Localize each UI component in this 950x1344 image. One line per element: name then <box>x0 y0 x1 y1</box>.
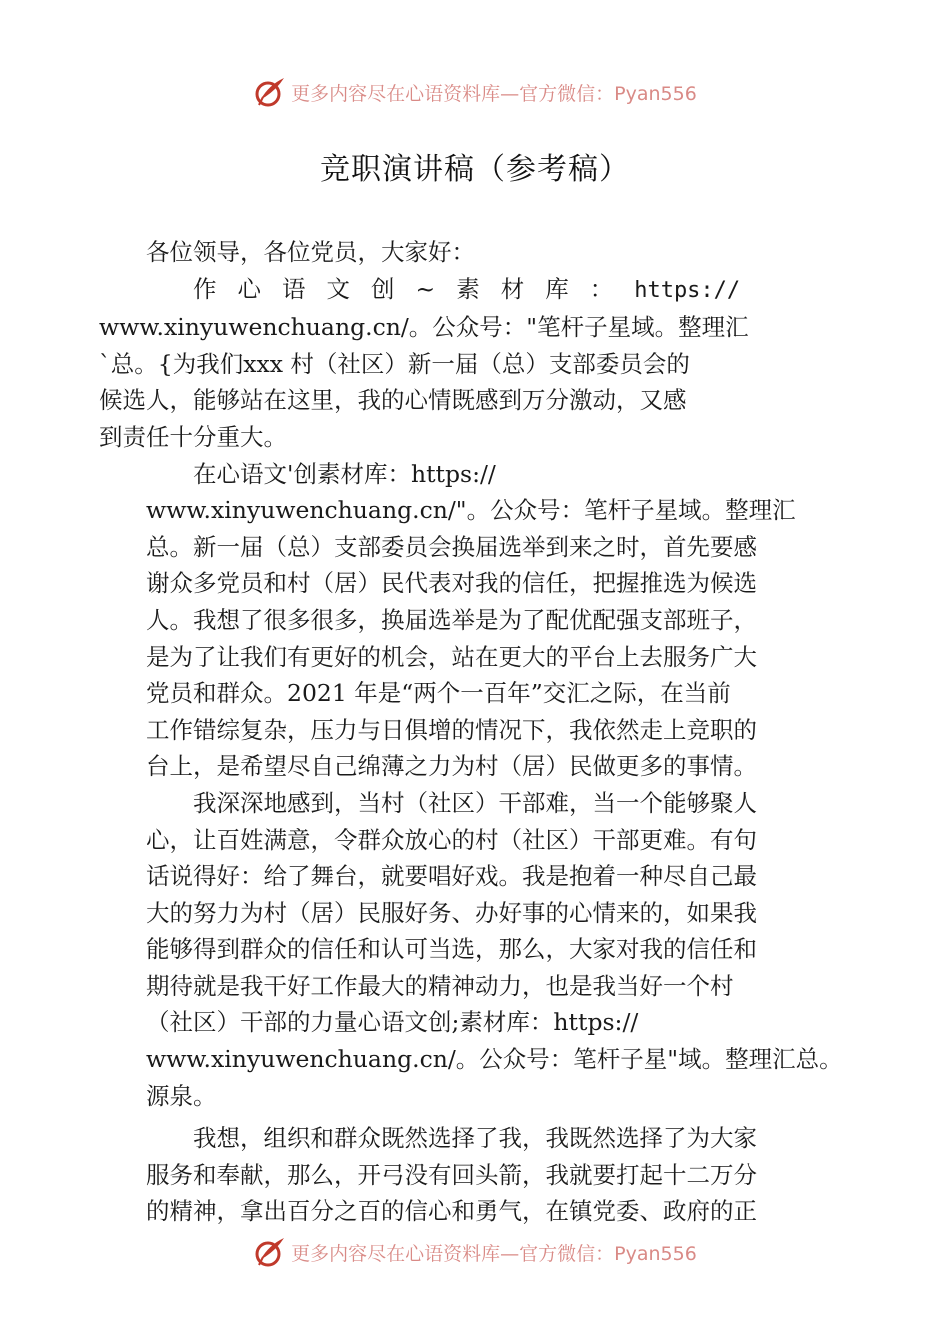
text-line: 我想，组织和群众既然选择了我，我既然选择了为大家 <box>193 1124 757 1153</box>
header-banner <box>0 72 950 112</box>
text-line: `总。{为我们xxx 村（社区）新一届（总）支部委员会的 <box>99 349 690 378</box>
wechat-id: Pyan556 <box>614 1242 697 1265</box>
text-line: 能够得到群众的信任和认可当选，那么，大家对我的信任和 <box>146 935 757 964</box>
footer-banner <box>0 1232 950 1272</box>
text-line: 话说得好：给了舞台，就要唱好戏。我是抱着一种尽自己最 <box>146 862 757 891</box>
text-line: 到责任十分重大。 <box>99 422 287 451</box>
paragraph-4 <box>146 1120 836 1230</box>
page-title: 竞职演讲稿（参考稿） <box>320 152 630 187</box>
text-line: 候选人，能够站在这里，我的心情既感到万分激动，又感 <box>99 386 687 415</box>
text-line: 我深深地感到，当村（社区）干部难，当一个能够聚人 <box>193 788 757 817</box>
quill-logo-icon <box>253 1235 287 1269</box>
text-line: 总。新一届（总）支部委员会换届选举到来之时，首先要感 <box>146 532 757 561</box>
wechat-id: Pyan556 <box>614 82 697 105</box>
text-line: （社区）干部的力量心语文创;素材库：https:// <box>146 1008 639 1037</box>
text-line: www.xinyuwenchuang.cn/。公众号："笔杆子星域。整理汇 <box>99 313 749 342</box>
text-line: 源泉。 <box>146 1081 217 1110</box>
text-line: 大的努力为村（居）民服好务、办好事的心情来的，如果我 <box>146 898 757 927</box>
text-line: 作心语文创~素材库：https:// <box>193 274 741 303</box>
text-line: 党员和群众。2021 年是“两个一百年”交汇之际，在当前 <box>146 679 731 708</box>
text-line: 服务和奉献，那么，开弓没有回头箭，我就要打起十二万分 <box>146 1160 757 1189</box>
document-body <box>99 234 843 1230</box>
text-line: 心，让百姓满意，令群众放心的村（社区）干部更难。有句 <box>146 825 757 854</box>
text-line: 是为了让我们有更好的机会，站在更大的平台上去服务广大 <box>146 642 757 671</box>
banner-text: 更多内容尽在心语资料库—官方微信：Pyan556 <box>291 82 697 105</box>
text-line: 谢众多党员和村（居）民代表对我的信任，把握推选为候选 <box>146 569 757 598</box>
text-line: 期待就是我干好工作最大的精神动力，也是我当好一个村 <box>146 971 734 1000</box>
text-line: 人。我想了很多很多，换届选举是为了配优配强支部班子， <box>146 605 757 634</box>
text-line: 的精神，拿出百分之百的信心和勇气，在镇党委、政府的正 <box>146 1197 757 1226</box>
paragraph-1 <box>99 271 836 456</box>
text-line: 台上，是希望尽自己绵薄之力为村（居）民做更多的事情。 <box>146 752 757 781</box>
banner-text: 更多内容尽在心语资料库—官方微信：Pyan556 <box>291 1242 697 1265</box>
paragraph-3 <box>146 785 843 1114</box>
text-line: 在心语文'创素材库：https:// <box>193 459 496 488</box>
text-line: 工作错综复杂，压力与日俱增的情况下，我依然走上竞职的 <box>146 715 757 744</box>
text-line: www.xinyuwenchuang.cn/"。公众号：笔杆子星域。整理汇 <box>146 496 796 525</box>
paragraph-2 <box>146 456 836 785</box>
greeting: 各位领导，各位党员，大家好： <box>146 238 475 266</box>
quill-logo-icon <box>253 75 287 109</box>
text-line: www.xinyuwenchuang.cn/。公众号：笔杆子星"域。整理汇总。 <box>146 1045 843 1074</box>
